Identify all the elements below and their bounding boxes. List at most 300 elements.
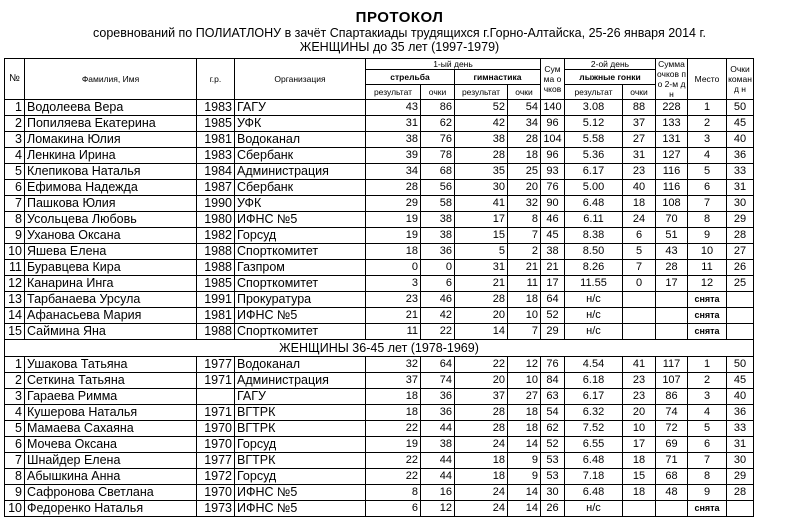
- ski-points-cell: 41: [623, 357, 656, 373]
- gymnastics-points-cell: 34: [508, 116, 541, 132]
- name-header: Фамилия, Имя: [25, 59, 197, 100]
- organization-cell: ВГТРК: [235, 453, 366, 469]
- shooting-result-cell: 37: [366, 373, 421, 389]
- number-cell: 8: [5, 469, 25, 485]
- ski-points-cell: 10: [623, 421, 656, 437]
- number-cell: 1: [5, 357, 25, 373]
- place-cell: 5: [688, 164, 727, 180]
- ski-result-cell: 5.58: [565, 132, 623, 148]
- ski-result-cell: 8.50: [565, 244, 623, 260]
- gymnastics-points-cell: 8: [508, 212, 541, 228]
- number-cell: 8: [5, 212, 25, 228]
- gymnastics-points-cell: 14: [508, 501, 541, 517]
- day1-sum-cell: 140: [541, 100, 565, 116]
- gymnastics-result-cell: 24: [455, 485, 508, 501]
- table-row: [5, 405, 754, 421]
- organization-cell: Горсуд: [235, 228, 366, 244]
- sum2-header: Сумма очков по 2-м дн: [657, 59, 686, 99]
- name-cell: Мамаева Сахаяна: [25, 421, 197, 437]
- ski-points-cell: 7: [623, 260, 656, 276]
- ski-result-cell: 6.18: [565, 373, 623, 389]
- ski-result-cell: 7.18: [565, 469, 623, 485]
- day1-sum-cell: 52: [541, 308, 565, 324]
- shooting-points-cell: 86: [421, 100, 455, 116]
- name-cell: Попиляева Екатерина: [25, 116, 197, 132]
- shooting-points-cell: 38: [421, 437, 455, 453]
- team-points-cell: 26: [727, 260, 754, 276]
- ski-result-cell: 5.00: [565, 180, 623, 196]
- shooting-result-cell: 28: [366, 180, 421, 196]
- name-cell: Сеткина Татьяна: [25, 373, 197, 389]
- day1-sum-cell: 96: [541, 116, 565, 132]
- birth-year-cell: 1977: [197, 357, 235, 373]
- birth-year-cell: 1983: [197, 100, 235, 116]
- shooting-points-cell: 76: [421, 132, 455, 148]
- gymnastics-points-cell: 20: [508, 180, 541, 196]
- total-sum-cell: 71: [656, 453, 688, 469]
- shooting-points-cell: 38: [421, 212, 455, 228]
- gymnastics-points-cell: 14: [508, 437, 541, 453]
- number-cell: 5: [5, 421, 25, 437]
- organization-cell: ГАГУ: [235, 389, 366, 405]
- team-points-cell: 45: [727, 373, 754, 389]
- gymnastics-result-cell: 24: [455, 501, 508, 517]
- gymnastics-points-cell: 12: [508, 357, 541, 373]
- gymnastics-result-cell: 42: [455, 116, 508, 132]
- table-row: [5, 421, 754, 437]
- table-row: [5, 180, 754, 196]
- gymnastics-points-cell: 18: [508, 148, 541, 164]
- total-sum-cell: 48: [656, 485, 688, 501]
- table-row: [5, 357, 754, 373]
- day1-sum-cell: 26: [541, 501, 565, 517]
- day1-header: 1-ый день: [366, 59, 541, 70]
- table-row: [5, 292, 754, 308]
- number-cell: 3: [5, 132, 25, 148]
- team-points-cell: [727, 308, 754, 324]
- gymnastics-points-cell: 28: [508, 132, 541, 148]
- day1-sum-cell: 84: [541, 373, 565, 389]
- team-points-cell: 30: [727, 196, 754, 212]
- shooting-points-cell: 12: [421, 501, 455, 517]
- total-sum-cell: [656, 308, 688, 324]
- team-points-cell: 27: [727, 244, 754, 260]
- name-cell: Ефимова Надежда: [25, 180, 197, 196]
- place-cell: 2: [688, 373, 727, 389]
- place-cell: 6: [688, 437, 727, 453]
- birth-year-cell: 1972: [197, 469, 235, 485]
- place-cell: 9: [688, 485, 727, 501]
- day1-sum-cell: 90: [541, 196, 565, 212]
- shooting-points-cell: 38: [421, 228, 455, 244]
- organization-cell: ИФНС №5: [235, 485, 366, 501]
- gymnastics-result-cell: 31: [455, 260, 508, 276]
- gymnastics-points-cell: 11: [508, 276, 541, 292]
- number-cell: 13: [5, 292, 25, 308]
- day1-sum-cell: 21: [541, 260, 565, 276]
- total-sum-cell: 43: [656, 244, 688, 260]
- gymnastics-points-cell: 21: [508, 260, 541, 276]
- shooting-result-cell: 19: [366, 437, 421, 453]
- shooting-result-cell: 18: [366, 244, 421, 260]
- organization-cell: ВГТРК: [235, 421, 366, 437]
- gymnastics-result-cell: 52: [455, 100, 508, 116]
- place-header: Место: [688, 59, 727, 100]
- ski-result-cell: 4.54: [565, 357, 623, 373]
- team-points-cell: 45: [727, 116, 754, 132]
- shooting-result-cell: 19: [366, 212, 421, 228]
- number-cell: 9: [5, 485, 25, 501]
- name-cell: Абышкина Анна: [25, 469, 197, 485]
- day1-sum-cell: 64: [541, 292, 565, 308]
- gymnastics-points-cell: 9: [508, 469, 541, 485]
- table-row: [5, 373, 754, 389]
- number-cell: 5: [5, 164, 25, 180]
- gymnastics-result-cell: 14: [455, 324, 508, 340]
- day1-sum-cell: 29: [541, 324, 565, 340]
- ski-points-cell: [623, 308, 656, 324]
- shooting-points-cell: 16: [421, 485, 455, 501]
- name-cell: Ленкина Ирина: [25, 148, 197, 164]
- place-cell: снята: [688, 501, 727, 517]
- birth-year-cell: 1981: [197, 132, 235, 148]
- shooting-result-cell: 8: [366, 485, 421, 501]
- team-points-header: Очки команд н: [727, 59, 754, 100]
- gymnastics-result-cell: 28: [455, 421, 508, 437]
- organization-cell: Администрация: [235, 373, 366, 389]
- table-row: [5, 116, 754, 132]
- gymnastics-points-header: очки: [508, 85, 541, 100]
- shooting-points-cell: 68: [421, 164, 455, 180]
- place-cell: 2: [688, 116, 727, 132]
- place-cell: 7: [688, 196, 727, 212]
- table-row: [5, 276, 754, 292]
- day1-sum-cell: 54: [541, 405, 565, 421]
- gymnastics-points-cell: 7: [508, 324, 541, 340]
- total-sum-cell: 131: [656, 132, 688, 148]
- gymnastics-points-cell: 10: [508, 373, 541, 389]
- total-sum-cell: 69: [656, 437, 688, 453]
- day1-sum-cell: 96: [541, 148, 565, 164]
- number-cell: 2: [5, 373, 25, 389]
- shooting-points-cell: 74: [421, 373, 455, 389]
- place-cell: 7: [688, 453, 727, 469]
- gymnastics-result-cell: 21: [455, 276, 508, 292]
- ski-points-cell: 20: [623, 405, 656, 421]
- team-points-cell: 30: [727, 453, 754, 469]
- total-sum-cell: 86: [656, 389, 688, 405]
- birth-year-cell: 1982: [197, 228, 235, 244]
- ski-result-cell: н/с: [565, 308, 623, 324]
- table-row: [5, 485, 754, 501]
- team-points-cell: 36: [727, 405, 754, 421]
- birth-year-cell: 1981: [197, 308, 235, 324]
- num-header: №: [5, 59, 25, 100]
- shooting-points-cell: 62: [421, 116, 455, 132]
- gymnastics-points-cell: 32: [508, 196, 541, 212]
- number-cell: 14: [5, 308, 25, 324]
- number-cell: 3: [5, 389, 25, 405]
- ski-result-cell: н/с: [565, 292, 623, 308]
- team-points-cell: 29: [727, 212, 754, 228]
- shooting-points-cell: 64: [421, 357, 455, 373]
- gymnastics-result-cell: 41: [455, 196, 508, 212]
- place-cell: 8: [688, 212, 727, 228]
- organization-cell: Администрация: [235, 164, 366, 180]
- organization-cell: Спорткомитет: [235, 324, 366, 340]
- ski-points-cell: 6: [623, 228, 656, 244]
- ski-points-cell: 24: [623, 212, 656, 228]
- shooting-result-cell: 18: [366, 405, 421, 421]
- name-cell: Шнайдер Елена: [25, 453, 197, 469]
- shooting-points-cell: 36: [421, 405, 455, 421]
- birth-year-cell: 1990: [197, 196, 235, 212]
- number-cell: 4: [5, 405, 25, 421]
- total-sum-cell: 51: [656, 228, 688, 244]
- team-points-cell: 25: [727, 276, 754, 292]
- number-cell: 10: [5, 244, 25, 260]
- place-cell: 10: [688, 244, 727, 260]
- gymnastics-points-cell: 10: [508, 308, 541, 324]
- ski-points-header: очки: [623, 85, 656, 100]
- name-cell: Федоренко Наталья: [25, 501, 197, 517]
- team-points-cell: 33: [727, 164, 754, 180]
- place-cell: 6: [688, 180, 727, 196]
- shooting-result-cell: 34: [366, 164, 421, 180]
- total-sum-cell: 68: [656, 469, 688, 485]
- ski-points-cell: 37: [623, 116, 656, 132]
- day1-sum-cell: 46: [541, 212, 565, 228]
- total-sum-cell: 74: [656, 405, 688, 421]
- gymnastics-result-cell: 18: [455, 469, 508, 485]
- ski-header: лыжные гонки: [565, 70, 656, 85]
- shooting-result-cell: 31: [366, 116, 421, 132]
- gymnastics-points-cell: 25: [508, 164, 541, 180]
- shooting-points-header: очки: [421, 85, 455, 100]
- table-row: [5, 196, 754, 212]
- organization-cell: Спорткомитет: [235, 244, 366, 260]
- shooting-points-cell: 36: [421, 389, 455, 405]
- group-title-women-under-35: ЖЕНЩИНЫ до 35 лет (1997-1979): [299, 40, 500, 54]
- name-cell: Яшева Елена: [25, 244, 197, 260]
- place-cell: 5: [688, 421, 727, 437]
- number-cell: 2: [5, 116, 25, 132]
- shooting-points-cell: 6: [421, 276, 455, 292]
- ski-result-cell: 6.55: [565, 437, 623, 453]
- number-cell: 7: [5, 196, 25, 212]
- total-sum-cell: 17: [656, 276, 688, 292]
- name-cell: Саймина Яна: [25, 324, 197, 340]
- year-header: г.р.: [197, 59, 235, 100]
- ski-points-cell: 18: [623, 453, 656, 469]
- shooting-points-cell: 42: [421, 308, 455, 324]
- gymnastics-points-cell: 18: [508, 405, 541, 421]
- table-row: [5, 260, 754, 276]
- name-cell: Афанасьева Мария: [25, 308, 197, 324]
- gymnastics-points-cell: 18: [508, 421, 541, 437]
- shooting-points-cell: 44: [421, 469, 455, 485]
- group-title-women-36-45: ЖЕНЩИНЫ 36-45 лет (1978-1969): [5, 340, 754, 357]
- table-row: [5, 212, 754, 228]
- shooting-points-cell: 78: [421, 148, 455, 164]
- birth-year-cell: 1983: [197, 148, 235, 164]
- gymnastics-result-cell: 22: [455, 357, 508, 373]
- organization-cell: Газпром: [235, 260, 366, 276]
- shooting-result-cell: 29: [366, 196, 421, 212]
- protocol-title: ПРОТОКОЛ: [355, 9, 444, 26]
- shooting-result-cell: 0: [366, 260, 421, 276]
- table-row: [5, 228, 754, 244]
- name-cell: Мочева Оксана: [25, 437, 197, 453]
- gymnastics-result-cell: 24: [455, 437, 508, 453]
- gymnastics-result-cell: 28: [455, 148, 508, 164]
- gymnastics-result-header: результат: [455, 85, 508, 100]
- table-header-row-1: [5, 59, 754, 70]
- table-row: [5, 437, 754, 453]
- organization-cell: ГАГУ: [235, 100, 366, 116]
- ski-result-cell: 6.32: [565, 405, 623, 421]
- birth-year-cell: 1984: [197, 164, 235, 180]
- organization-cell: УФК: [235, 116, 366, 132]
- ski-points-cell: 31: [623, 148, 656, 164]
- gymnastics-result-cell: 30: [455, 180, 508, 196]
- team-points-cell: 29: [727, 469, 754, 485]
- ski-result-cell: 6.48: [565, 196, 623, 212]
- place-cell: 12: [688, 276, 727, 292]
- shooting-points-cell: 44: [421, 453, 455, 469]
- day1-sum-cell: 53: [541, 453, 565, 469]
- shooting-result-cell: 21: [366, 308, 421, 324]
- ski-points-cell: 18: [623, 196, 656, 212]
- number-cell: 15: [5, 324, 25, 340]
- name-cell: Канарина Инга: [25, 276, 197, 292]
- ski-result-cell: н/с: [565, 324, 623, 340]
- protocol-subtitle: соревнований по ПОЛИАТЛОНУ в зачёт Спартакиады трудящихся г.Горно-Алтайска, 25-26 января 2014 г.: [93, 26, 706, 40]
- team-points-cell: 31: [727, 180, 754, 196]
- birth-year-cell: 1987: [197, 180, 235, 196]
- ski-points-cell: 18: [623, 485, 656, 501]
- name-cell: Буравцева Кира: [25, 260, 197, 276]
- ski-points-cell: 0: [623, 276, 656, 292]
- gymnastics-points-cell: 18: [508, 292, 541, 308]
- shooting-result-cell: 39: [366, 148, 421, 164]
- ski-points-cell: 17: [623, 437, 656, 453]
- place-cell: снята: [688, 292, 727, 308]
- shooting-result-cell: 6: [366, 501, 421, 517]
- name-cell: Пашкова Юлия: [25, 196, 197, 212]
- ski-points-cell: [623, 501, 656, 517]
- birth-year-cell: 1988: [197, 260, 235, 276]
- ski-points-cell: 5: [623, 244, 656, 260]
- gymnastics-result-cell: 37: [455, 389, 508, 405]
- day1-sum-cell: 93: [541, 164, 565, 180]
- birth-year-cell: [197, 389, 235, 405]
- table-row: [5, 324, 754, 340]
- shooting-result-cell: 43: [366, 100, 421, 116]
- total-sum-cell: 28: [656, 260, 688, 276]
- organization-cell: Сбербанк: [235, 180, 366, 196]
- ski-points-cell: 88: [623, 100, 656, 116]
- shooting-points-cell: 0: [421, 260, 455, 276]
- ski-result-cell: 7.52: [565, 421, 623, 437]
- total-sum-cell: 72: [656, 421, 688, 437]
- ski-result-cell: 6.48: [565, 485, 623, 501]
- table-row: [5, 100, 754, 116]
- day1-sum-cell: 30: [541, 485, 565, 501]
- ski-points-cell: 23: [623, 164, 656, 180]
- total-sum-cell: 133: [656, 116, 688, 132]
- gymnastics-result-cell: 5: [455, 244, 508, 260]
- organization-cell: Водоканал: [235, 357, 366, 373]
- gymnastics-points-cell: 14: [508, 485, 541, 501]
- shooting-points-cell: 58: [421, 196, 455, 212]
- number-cell: 4: [5, 148, 25, 164]
- table-row: [5, 469, 754, 485]
- birth-year-cell: 1971: [197, 373, 235, 389]
- name-cell: Кушерова Наталья: [25, 405, 197, 421]
- team-points-cell: 36: [727, 148, 754, 164]
- total-sum-cell: 116: [656, 164, 688, 180]
- day1-sum-cell: 104: [541, 132, 565, 148]
- birth-year-cell: 1970: [197, 421, 235, 437]
- shooting-points-cell: 56: [421, 180, 455, 196]
- name-cell: Ушакова Татьяна: [25, 357, 197, 373]
- birth-year-cell: 1980: [197, 212, 235, 228]
- ski-result-cell: 8.38: [565, 228, 623, 244]
- team-points-cell: 50: [727, 357, 754, 373]
- place-cell: 3: [688, 132, 727, 148]
- place-cell: 4: [688, 405, 727, 421]
- place-cell: снята: [688, 308, 727, 324]
- name-cell: Гараева Римма: [25, 389, 197, 405]
- table-row: [5, 148, 754, 164]
- total-sum-cell: 70: [656, 212, 688, 228]
- place-cell: 4: [688, 148, 727, 164]
- shooting-result-cell: 22: [366, 421, 421, 437]
- total-sum-cell: [656, 292, 688, 308]
- birth-year-cell: 1970: [197, 437, 235, 453]
- shooting-result-cell: 22: [366, 469, 421, 485]
- team-points-cell: 50: [727, 100, 754, 116]
- shooting-result-cell: 18: [366, 389, 421, 405]
- day1-sum-cell: 62: [541, 421, 565, 437]
- organization-cell: ВГТРК: [235, 405, 366, 421]
- gymnastics-result-cell: 18: [455, 453, 508, 469]
- organization-cell: УФК: [235, 196, 366, 212]
- shooting-result-cell: 38: [366, 132, 421, 148]
- team-points-cell: [727, 292, 754, 308]
- name-cell: Тарбанаева Урсула: [25, 292, 197, 308]
- group-separator-row: [5, 340, 754, 357]
- organization-cell: Спорткомитет: [235, 276, 366, 292]
- team-points-cell: [727, 324, 754, 340]
- birth-year-cell: 1977: [197, 453, 235, 469]
- table-row: [5, 308, 754, 324]
- team-points-cell: 31: [727, 437, 754, 453]
- gymnastics-result-cell: 15: [455, 228, 508, 244]
- name-cell: Клепикова Наталья: [25, 164, 197, 180]
- total-sum-cell: [656, 324, 688, 340]
- ski-result-cell: 6.48: [565, 453, 623, 469]
- name-cell: Сафронова Светлана: [25, 485, 197, 501]
- team-points-cell: 33: [727, 421, 754, 437]
- ski-result-cell: 5.36: [565, 148, 623, 164]
- ski-points-cell: 40: [623, 180, 656, 196]
- shooting-result-cell: 19: [366, 228, 421, 244]
- gymnastics-points-cell: 7: [508, 228, 541, 244]
- name-cell: Водолеева Вера: [25, 100, 197, 116]
- gymnastics-header: гимнастика: [455, 70, 541, 85]
